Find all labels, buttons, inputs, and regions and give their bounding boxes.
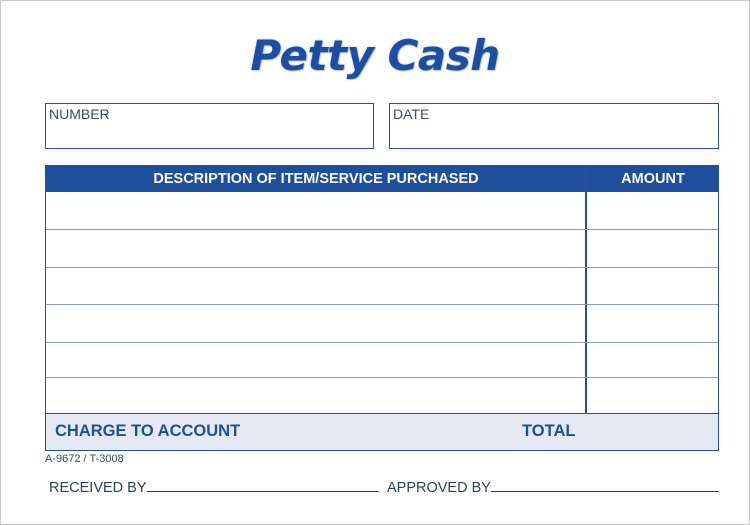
charge-to-account-label: CHARGE TO ACCOUNT (55, 422, 241, 440)
approved-by-field[interactable] (387, 477, 719, 496)
table-row-divider (46, 267, 718, 268)
column-divider (585, 166, 587, 450)
total-amount-cell[interactable] (585, 414, 718, 450)
total-label: TOTAL (522, 422, 576, 440)
received-by-field[interactable] (49, 477, 379, 496)
number-field[interactable] (45, 103, 374, 149)
table-row-divider (46, 377, 718, 378)
number-label: NUMBER (49, 106, 110, 122)
table-footer (46, 413, 718, 450)
form-code: A-9672 / T-3008 (45, 453, 124, 465)
amount-header: AMOUNT (621, 171, 685, 187)
received-by-label: RECEIVED BY (49, 480, 147, 496)
date-field[interactable] (389, 103, 719, 149)
received-by-line[interactable] (147, 477, 379, 492)
approved-by-line[interactable] (491, 477, 719, 492)
table-row-divider (46, 229, 718, 230)
date-label: DATE (393, 106, 430, 122)
form-title: Petty Cash (250, 31, 500, 80)
table-header (46, 166, 718, 192)
table-row-divider (46, 304, 718, 305)
description-header: DESCRIPTION OF ITEM/SERVICE PURCHASED (153, 171, 479, 187)
approved-by-label: APPROVED BY (387, 480, 491, 496)
items-table (45, 165, 719, 451)
table-row-divider (46, 342, 718, 343)
